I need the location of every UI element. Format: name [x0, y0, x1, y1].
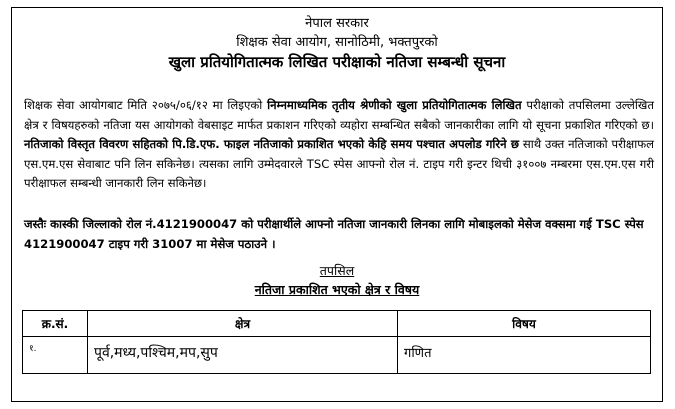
header-commission: शिक्षक सेवा आयोग, सानोठिमी, भक्तपुरको [236, 35, 438, 50]
table-header-row [23, 311, 651, 337]
notice-title: खुला प्रतियोगितात्मक लिखित परीक्षाको नतिजा सम्बन्धी सूचना [168, 53, 506, 71]
notice-bold-2: नतिजाको विस्तृत विवरण सहितको पि.डि.एफ. फाइल नतिजाको प्रकाशित भएको केहि समय पश्चात अपलोड गरिने छ [24, 137, 519, 152]
header-government: नेपाल सरकार [305, 16, 369, 31]
cell-sn: १. [23, 337, 88, 374]
notice-text-1: शिक्षक सेवा आयोगबाट मिति २०७५/०६/१२ मा लिइएको [24, 98, 268, 112]
column-header-region: क्षेत्र [88, 311, 398, 337]
notice-text-2: परीक्षाको तपसिलमा उल्लेखित क्षेत्र र विषयहरुको नतिजा यस आयोगको वेबसाइट मार्फत प्रकाशन गरिएको व्यहोरा सम्बन्धित सबैको जानकारीका लागि यो सूचना प्रकाशित गरिएको छ। [24, 98, 654, 132]
notice-body [24, 96, 654, 194]
tapasil-subheading: नतिजा प्रकाशित भएको क्षेत्र र विषय [254, 282, 420, 297]
tapasil-heading: तपसिल [319, 263, 355, 278]
column-header-sn: क्र.सं. [23, 311, 88, 337]
notice-text-3: साथै उक्त नतिजाको परीक्षाफल एस.एम.एस सेवाबाट पनि लिन सकिनेछ। त्यसका लागि उम्मेदवारले TSC स्पेस आफ्नो रोल नं. टाइप गरी इन्टर थिची ३१००७ नम्बरमा एस.एम.एस गरी परीक्षाफल सम्बन्धी जानकारी लिन सकिनेछ। [24, 137, 654, 191]
column-header-subject: विषय [398, 311, 651, 337]
sms-example: जस्तैः कास्की जिल्लाको रोल नं.4121900047 को परीक्षार्थीले आफ्नो नतिजा जानकारी लिनका लागि मोबाइलको मेसेज वक्समा गई TSC स्पेस 4121900047 टाइप गरी 31007 मा मेसेज पठाउने । [24, 217, 644, 251]
table-row [23, 337, 651, 374]
cell-subject: गणित [398, 337, 651, 374]
results-table [22, 310, 651, 374]
cell-region: पूर्व,मध्य,पश्चिम,मप,सुप [88, 337, 398, 374]
notice-frame [11, 7, 663, 402]
notice-bold-1: निम्नमाध्यमिक तृतीय श्रेणीको खुला प्रतियोगितात्मक लिखित [267, 98, 522, 112]
